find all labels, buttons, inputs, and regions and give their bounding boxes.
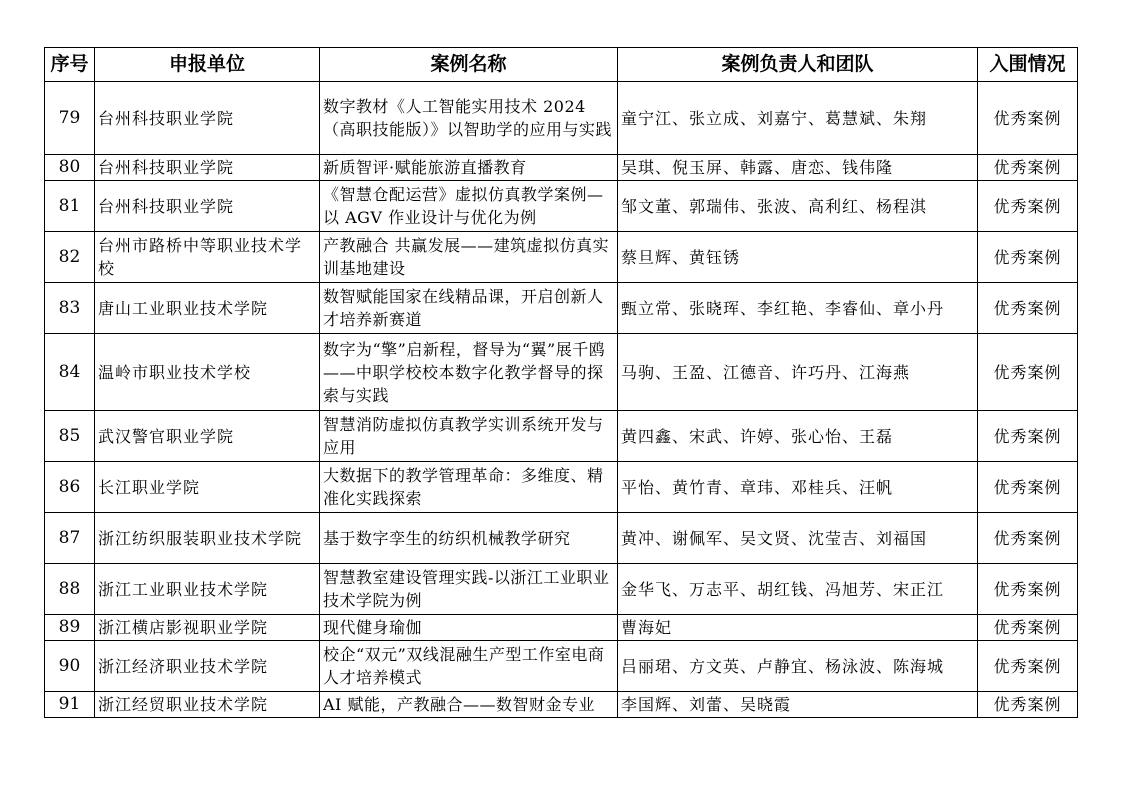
row-status: 优秀案例 xyxy=(978,564,1078,615)
row-status: 优秀案例 xyxy=(978,462,1078,513)
row-status: 优秀案例 xyxy=(978,334,1078,411)
row-status: 优秀案例 xyxy=(978,82,1078,155)
header-number: 序号 xyxy=(45,48,95,82)
row-case-name: 大数据下的教学管理革命：多维度、精准化实践探索 xyxy=(320,462,618,513)
header-case-name: 案例名称 xyxy=(320,48,618,82)
row-unit: 浙江经济职业技术学院 xyxy=(95,641,320,692)
row-team: 马驹、王盈、江德音、许巧丹、江海燕 xyxy=(618,334,978,411)
row-case-name: 新质智评·赋能旅游直播教育 xyxy=(320,155,618,181)
table-row xyxy=(45,564,1078,615)
row-case-name: 数智赋能国家在线精品课，开启创新人才培养新赛道 xyxy=(320,283,618,334)
row-status: 优秀案例 xyxy=(978,283,1078,334)
table-row xyxy=(45,334,1078,411)
table-row xyxy=(45,155,1078,181)
header-team: 案例负责人和团队 xyxy=(618,48,978,82)
row-status: 优秀案例 xyxy=(978,641,1078,692)
row-unit: 唐山工业职业技术学院 xyxy=(95,283,320,334)
row-unit: 武汉警官职业学院 xyxy=(95,411,320,462)
row-unit: 浙江纺织服装职业技术学院 xyxy=(95,513,320,564)
row-status: 优秀案例 xyxy=(978,411,1078,462)
table-row xyxy=(45,692,1078,718)
row-team: 吴琪、倪玉屏、韩露、唐恋、钱伟隆 xyxy=(618,155,978,181)
row-status: 优秀案例 xyxy=(978,692,1078,718)
row-status: 优秀案例 xyxy=(978,155,1078,181)
row-number: 87 xyxy=(45,513,95,564)
row-case-name: 基于数字孪生的纺织机械教学研究 xyxy=(320,513,618,564)
row-number: 85 xyxy=(45,411,95,462)
table-row xyxy=(45,181,1078,232)
row-unit: 台州科技职业学院 xyxy=(95,181,320,232)
row-case-name: 产教融合 共赢发展——建筑虚拟仿真实训基地建设 xyxy=(320,232,618,283)
header-row xyxy=(45,48,1078,82)
row-number: 86 xyxy=(45,462,95,513)
row-team: 邹文董、郭瑞伟、张波、高利红、杨程淇 xyxy=(618,181,978,232)
row-status: 优秀案例 xyxy=(978,615,1078,641)
row-team: 金华飞、万志平、胡红钱、冯旭芳、宋正江 xyxy=(618,564,978,615)
row-team: 吕丽珺、方文英、卢静宜、杨泳波、陈海城 xyxy=(618,641,978,692)
case-table xyxy=(44,47,1078,718)
row-number: 84 xyxy=(45,334,95,411)
row-unit: 台州科技职业学院 xyxy=(95,155,320,181)
row-team: 黄四鑫、宋武、许婷、张心怡、王磊 xyxy=(618,411,978,462)
row-case-name: AI 赋能，产教融合——数智财金专业 xyxy=(320,692,618,718)
row-unit: 浙江横店影视职业学院 xyxy=(95,615,320,641)
row-number: 89 xyxy=(45,615,95,641)
header-status: 入围情况 xyxy=(978,48,1078,82)
row-case-name: 数字教材《人工智能实用技术 2024（高职技能版）》以智助学的应用与实践 xyxy=(320,82,618,155)
row-team: 童宁江、张立成、刘嘉宁、葛慧斌、朱翔 xyxy=(618,82,978,155)
table-row xyxy=(45,513,1078,564)
row-case-name: 智慧消防虚拟仿真教学实训系统开发与应用 xyxy=(320,411,618,462)
table-row xyxy=(45,462,1078,513)
row-number: 79 xyxy=(45,82,95,155)
row-case-name: 智慧教室建设管理实践-以浙江工业职业技术学院为例 xyxy=(320,564,618,615)
row-team: 曹海妃 xyxy=(618,615,978,641)
row-unit: 温岭市职业技术学校 xyxy=(95,334,320,411)
row-number: 82 xyxy=(45,232,95,283)
row-unit: 台州市路桥中等职业技术学校 xyxy=(95,232,320,283)
row-number: 90 xyxy=(45,641,95,692)
row-number: 81 xyxy=(45,181,95,232)
row-team: 甄立常、张晓珲、李红艳、李睿仙、章小丹 xyxy=(618,283,978,334)
row-team: 蔡旦辉、黄钰锈 xyxy=(618,232,978,283)
row-team: 李国辉、刘蕾、吴晓霞 xyxy=(618,692,978,718)
row-status: 优秀案例 xyxy=(978,181,1078,232)
table-row xyxy=(45,283,1078,334)
table-row xyxy=(45,615,1078,641)
row-case-name: 数字为“擎”启新程，督导为“翼”展千鸥——中职学校校本数字化教学督导的探索与实践 xyxy=(320,334,618,411)
row-team: 平怡、黄竹青、章玮、邓桂兵、汪帆 xyxy=(618,462,978,513)
row-unit: 台州科技职业学院 xyxy=(95,82,320,155)
row-team: 黄冲、谢佩军、吴文贤、沈莹吉、刘福国 xyxy=(618,513,978,564)
row-case-name: 校企“双元”双线混融生产型工作室电商人才培养模式 xyxy=(320,641,618,692)
row-number: 88 xyxy=(45,564,95,615)
table-row xyxy=(45,82,1078,155)
table-row xyxy=(45,232,1078,283)
table-row xyxy=(45,411,1078,462)
table-row xyxy=(45,641,1078,692)
row-number: 80 xyxy=(45,155,95,181)
row-case-name: 《智慧仓配运营》虚拟仿真教学案例—以 AGV 作业设计与优化为例 xyxy=(320,181,618,232)
row-number: 83 xyxy=(45,283,95,334)
row-status: 优秀案例 xyxy=(978,232,1078,283)
row-status: 优秀案例 xyxy=(978,513,1078,564)
row-unit: 浙江工业职业技术学院 xyxy=(95,564,320,615)
row-unit: 长江职业学院 xyxy=(95,462,320,513)
row-number: 91 xyxy=(45,692,95,718)
header-unit: 申报单位 xyxy=(95,48,320,82)
row-case-name: 现代健身瑜伽 xyxy=(320,615,618,641)
row-unit: 浙江经贸职业技术学院 xyxy=(95,692,320,718)
